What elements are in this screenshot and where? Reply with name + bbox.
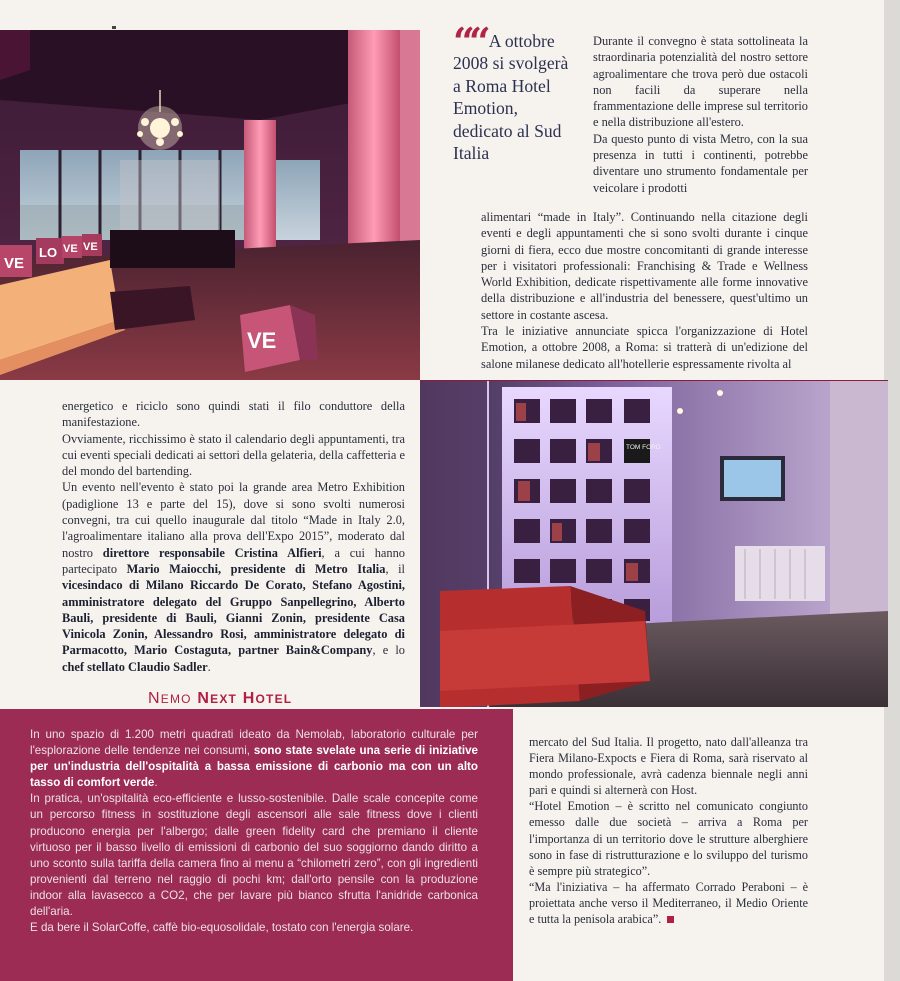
end-of-article-icon xyxy=(667,916,674,923)
title-rest: OTEL xyxy=(255,692,293,706)
paragraph: mercato del Sud Italia. Il progetto, nato dall'alleanza tra Fiera Milano-Expocts e Fiera di Roma, sarà riservato al mondo professionale, avrà cadenza biennale negli anni pari e quindi si alternerà con Host. xyxy=(529,735,808,798)
bold-run: vicesindaco di Milano Riccardo De Corato, Stefano Agostini, amministratore delegato del Gruppo Sanpellegrino, Alberto Bauli, presidente di Bauli, Gianni Zonin, presidente Casa Vinicola Zonin, Alessandro Rosi, amministratore delegato di Parmacotto, Mario Costaguta, partner Bain&Company xyxy=(62,578,405,658)
paragraph: Durante il convegno è stata sottolineata la straordinaria potenzialità del nostro settore agroalimentare che trova però due ostacoli non facili da superare nella frammentazione delle imprese sul territorio e nella distribuzione all'estero. xyxy=(593,34,808,130)
text-run: , e lo xyxy=(372,643,405,658)
text-run: . xyxy=(154,776,158,790)
paragraph: alimentari “made in Italy”. Continuando nella citazione degli eventi e degli appuntamenti che si sono svolti durante i cinque giorni di fiera, ecco due mostre concomitanti di grande interesse per i visitatori professionali: Franchising & Trade e Wellness World Exhibition, dedicate rispettivamente alle forme innovative della distribuzione e all'industria del benessere, quest'ultimo un settore in costante ascesa. xyxy=(481,210,808,322)
paragraph: Ovviamente, ricchissimo è stato il calendario degli appuntamenti, tra cui eventi speciali dedicati ai settori della gelateria, della caffetteria e del mondo del bartending. xyxy=(62,431,405,479)
article-column-left xyxy=(62,398,405,675)
paragraph xyxy=(30,727,478,791)
text-run: “Ma l'iniziativa – ha affermato Corrado Peraboni – è proiettata anche verso il Mediterraneo, il Medio Oriente e tutta la penisola arabica”. xyxy=(529,879,808,927)
paragraph: In pratica, un'ospitalità eco-efficiente e lusso-sostenibile. Dalle scale concepite come un percorso fitness in sostituzione degli ascensori alle sale fitness dove i clienti producono energia per l'albergo; dalle green fidelity card che premiano il cliente virtuoso per il basso livello di emissioni di carbonio del suo soggiorno dando diritto a uno sconto sulla tariffa della camera fino ai menu a “chilometri zero”, con gli ingredienti provenienti dal terreno nel raggio di pochi km; dall'orto pensile con la produzione indoor alla lavasecco a CO2, che per lavare più bianco sfrutta l'anidride carbonica dell'aria. xyxy=(30,792,478,919)
paragraph: Tra le iniziative annunciate spicca l'organizzazione di Hotel Emotion, a ottobre 2008, a Roma: si tratterà di un'edizione del salone milanese dedicato all'hotellerie espressamente rivolta al xyxy=(481,324,808,371)
paragraph: energetico e riciclo sono quindi stati il filo conduttore della manifestazione. xyxy=(62,399,405,430)
section-title-nemo xyxy=(148,690,292,708)
cube-sign: VE xyxy=(63,243,78,255)
text-run: In uno spazio di 1.200 metri quadrati ideato da Nemolab, laboratorio culturale per l'esplorazione delle tendenze nei consumi, xyxy=(30,728,478,758)
text-run: Un evento nell'evento è stato poi la grande area Metro Exhibition (padiglione 13 e parte del 15), dove si sono svolti numerosi convegni, tra cui quello inaugurale dal titolo “Made in Italy 2.0, l'agroalimentare italiano alla prova dell'Expo 2015”, moderato dal nostro xyxy=(62,480,405,560)
cube-sign: VE xyxy=(4,255,25,272)
cube-sign: LO xyxy=(39,245,58,260)
text-run: , il xyxy=(385,561,405,576)
title-initial: H xyxy=(242,690,256,707)
paragraph xyxy=(62,479,405,675)
title-rest: EXT xyxy=(210,692,238,706)
lounge-illustration xyxy=(0,30,420,380)
pull-quote xyxy=(453,19,578,164)
title-rest: EMO xyxy=(160,692,192,706)
paragraph: “Hotel Emotion – è scritto nel comunicato congiunto emesso dalle due società – arriva a Roma per l'importanza di un territorio dove le strutture alberghiere sono in fase di ristrutturazione e lo sviluppo del turismo è sempre più strategico”. xyxy=(529,799,808,878)
paragraph: E da bere il SolarCoffe, caffè bio-equosolidale, tostato con l'energia solare. xyxy=(30,921,414,935)
nemo-sidebar-text xyxy=(30,727,478,936)
bold-run: sono state svelate una serie di iniziative per un'industria dell'ospitalità a bassa emissione di carbonio ma con un alto tasso di comfort verde xyxy=(30,744,479,790)
paragraph xyxy=(529,879,808,927)
title-initial: N xyxy=(148,690,161,707)
text-run: . xyxy=(207,659,211,674)
print-mark xyxy=(112,26,116,29)
pull-quote-text: A ottobre 2008 si svolgerà a Roma Hotel Emotion, dedicato al Sud Italia xyxy=(453,31,569,164)
title-initial: N xyxy=(197,690,211,707)
article-column-right-top xyxy=(593,33,808,196)
bold-run: direttore responsabile Cristina Alfieri xyxy=(102,545,322,560)
article-column-top-wide xyxy=(481,209,808,372)
cube-sign: VE xyxy=(247,328,277,353)
photo-hotel-lounge xyxy=(0,30,420,380)
bold-run: chef stellato Claudio Sadler xyxy=(62,659,208,674)
photo-hotel-room xyxy=(420,380,888,707)
paragraph: Da questo punto di vista Metro, con la sua presenza in tutti i continenti, potrebbe diventare uno strumento fondamentale per veicolare i prodotti xyxy=(593,131,808,195)
article-column-right-bottom xyxy=(529,734,808,927)
bold-run: Mario Maiocchi, presidente di Metro Italia xyxy=(126,561,386,576)
text-run: , a cui hanno partecipato xyxy=(62,545,405,576)
quote-mark: ““ xyxy=(453,19,485,64)
book-cover-label: TOM FORD xyxy=(626,444,661,451)
cube-sign: VE xyxy=(83,241,98,253)
room-illustration xyxy=(420,381,888,707)
